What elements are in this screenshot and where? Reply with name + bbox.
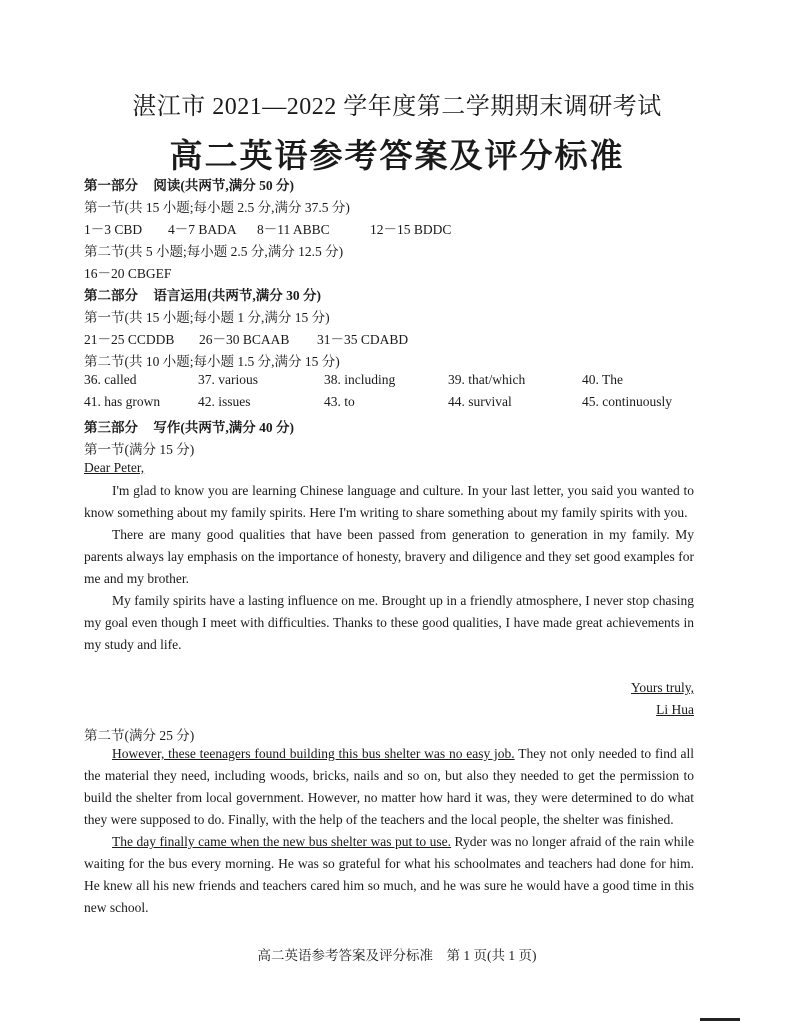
part1-section1: 第一节(共 15 小题;每小题 2.5 分,满分 37.5 分)	[84, 200, 350, 215]
answer-group: 16－20 CBGEF	[84, 266, 172, 281]
part1-heading: 第一部分 阅读(共两节,满分 50 分)	[84, 178, 294, 193]
continuation-paragraph: However, these teenagers found building this bus shelter was no easy job. They not only needed to find all the material they need, including woods, bricks, nails and so on, but also they needed to get the permission to build the shelter from local government. However, no matter how hard it was, they were determined to do what they were supposed to do. Finally, with the help of the teachers and the local people, the shelter was finished.	[84, 746, 694, 827]
fill-answer: 43. to	[324, 394, 355, 409]
document-title: 高二英语参考答案及评分标准	[169, 139, 625, 175]
fill-answer: 38. including	[324, 372, 396, 387]
underlined-opening-sentence: The day finally came when the new bus shelter was put to use.	[112, 834, 452, 849]
answer-group: 4－7 BADA	[168, 222, 237, 237]
letter-signature: Li Hua	[656, 702, 694, 717]
letter-body	[84, 480, 694, 656]
part3-section2: 第二节(满分 25 分)	[84, 728, 195, 743]
letter-paragraph: There are many good qualities that have been passed from generation to generation in my family. My parents always lay emphasis on the importance of honesty, bravery and diligence and they set good examples for me and my brother.	[84, 527, 694, 586]
fill-answer: 40. The	[582, 372, 623, 387]
fill-answer: 41. has grown	[84, 394, 161, 409]
fill-answer: 44. survival	[448, 394, 512, 409]
fill-answer: 37. various	[198, 372, 258, 387]
answer-group: 31－35 CDABD	[317, 332, 409, 347]
letter-salutation: Dear Peter,	[84, 460, 145, 475]
underlined-opening-sentence: However, these teenagers found building this bus shelter was no easy job.	[112, 746, 515, 761]
continuation-writing	[84, 743, 694, 919]
continuation-paragraph: The day finally came when the new bus shelter was put to use. Ryder was no longer afraid of the rain while waiting for the bus every morning. He was so grateful for what his schoolmates and teachers had done for him. He knew all his new friends and teachers cared him so much, and he was sure he would have a good time in this new school.	[84, 834, 694, 915]
letter-closing: Yours truly,	[630, 680, 694, 695]
fill-answer: 36. called	[84, 372, 137, 387]
fill-answer: 39. that/which	[448, 372, 526, 387]
answer-group: 21－25 CCDDB	[84, 332, 175, 347]
scan-mark	[700, 1018, 740, 1021]
part3-heading: 第三部分 写作(共两节,满分 40 分)	[84, 420, 294, 435]
fill-answer: 45. continuously	[582, 394, 672, 409]
fill-answer: 42. issues	[198, 394, 251, 409]
part1-section2: 第二节(共 5 小题;每小题 2.5 分,满分 12.5 分)	[84, 244, 344, 259]
answer-group: 1－3 CBD	[84, 222, 143, 237]
answer-group: 8－11 ABBC	[257, 222, 330, 237]
part3-section1: 第一节(满分 15 分)	[84, 442, 195, 457]
answer-group: 26－30 BCAAB	[199, 332, 290, 347]
page-footer: 高二英语参考答案及评分标准 第 1 页(共 1 页)	[257, 948, 537, 963]
part2-section1: 第一节(共 15 小题;每小题 1 分,满分 15 分)	[84, 310, 330, 325]
letter-paragraph: I'm glad to know you are learning Chinese language and culture. In your last letter, you said you wanted to know something about my family spirits. Here I'm writing to share something about my family spirits with you.	[84, 483, 694, 520]
exam-title: 湛江市 2021—2022 学年度第二学期期末调研考试	[132, 94, 662, 120]
part2-section2: 第二节(共 10 小题;每小题 1.5 分,满分 15 分)	[84, 354, 340, 369]
part2-heading: 第二部分 语言运用(共两节,满分 30 分)	[84, 288, 321, 303]
answer-group: 12－15 BDDC	[370, 222, 452, 237]
letter-paragraph: My family spirits have a lasting influence on me. Brought up in a friendly atmosphere, I never stop chasing my goal even though I meet with difficulties. Thanks to these good qualities, I have made great achievements in my study and life.	[84, 593, 694, 652]
